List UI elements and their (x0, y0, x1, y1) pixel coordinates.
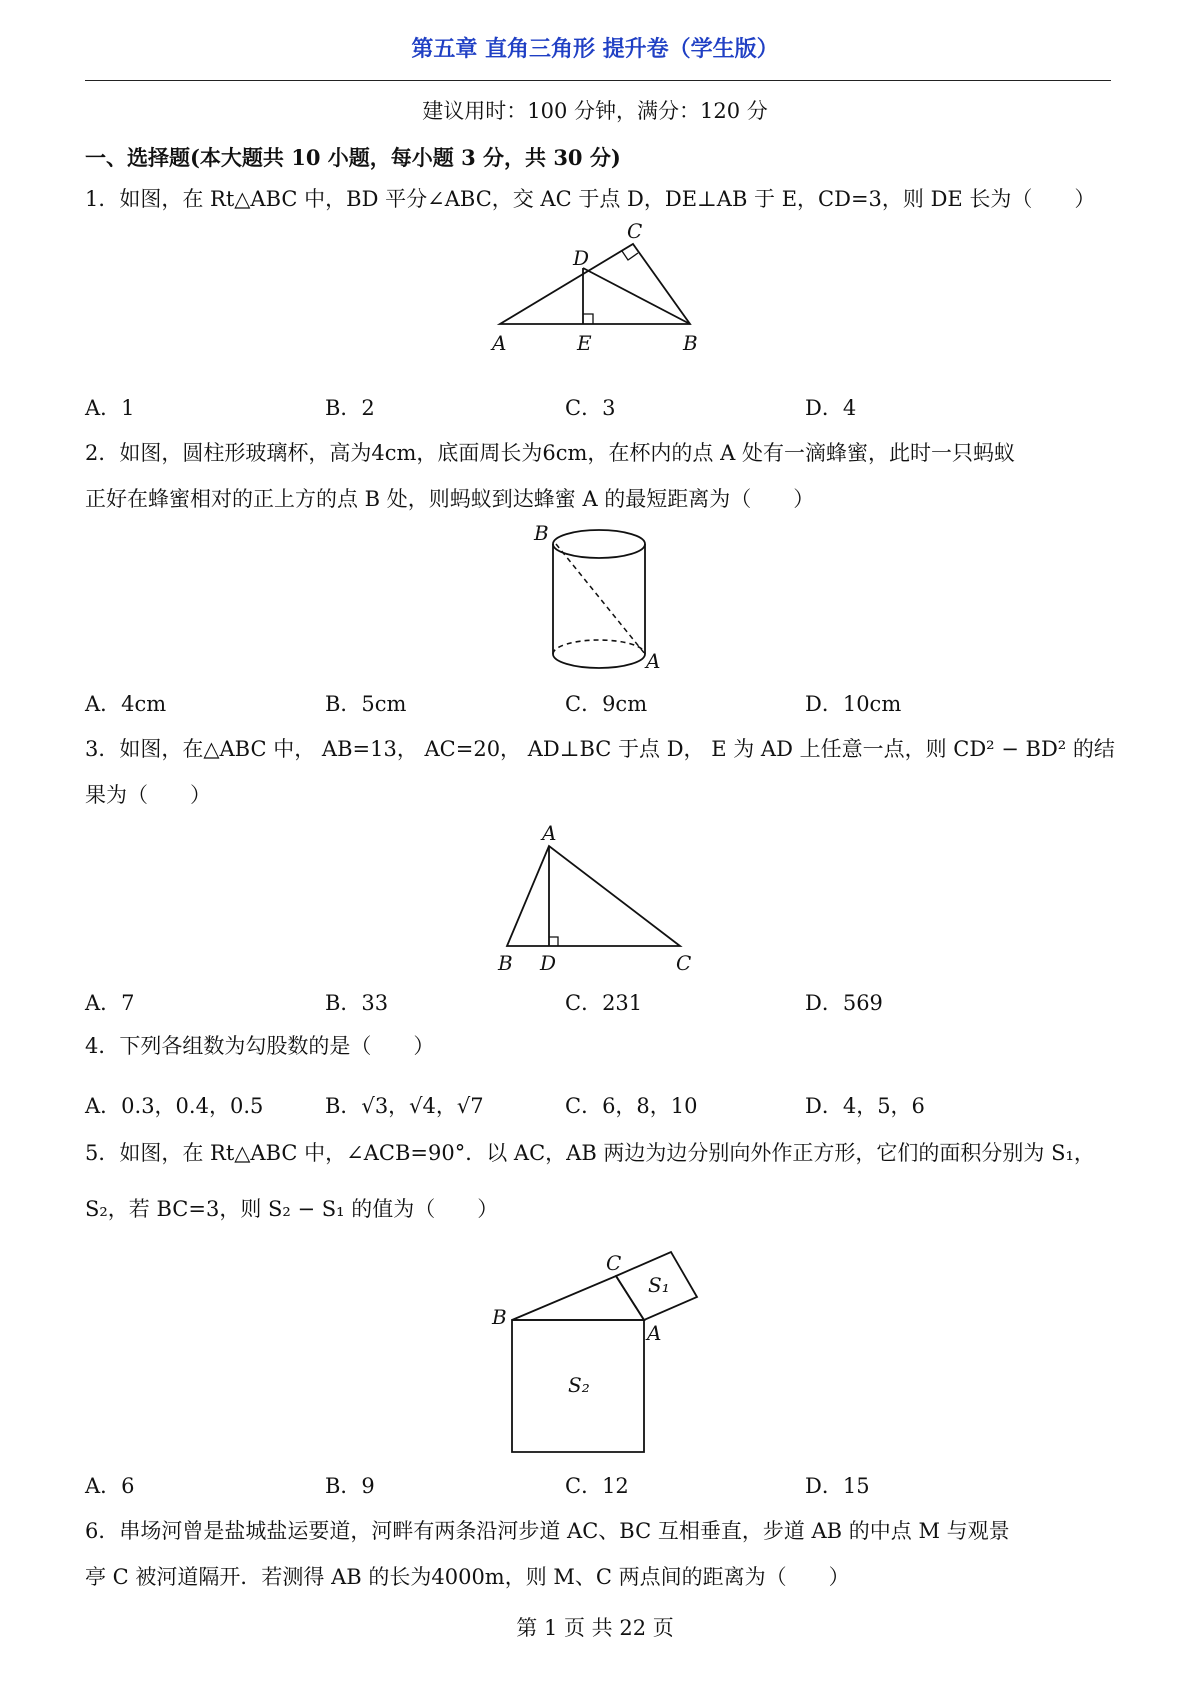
question-5-figure (480, 1240, 720, 1460)
right-angle-mark-e (583, 314, 593, 324)
section-heading: 一、选择题(本大题共 10 小题，每小题 3 分，共 30 分) (85, 145, 621, 170)
q3-option-c: C．231 (565, 991, 643, 1015)
q2-option-c: C．9cm (565, 692, 648, 716)
q2-option-d: D．10cm (805, 692, 902, 716)
question-1-text: 1．如图，在 Rt△ABC 中，BD 平分∠ABC，交 AC 于点 D，DE⊥AB 于 E，CD=3，则 DE 长为（ ） (85, 187, 1096, 211)
q5-option-b: B．9 (325, 1474, 375, 1498)
label-d: D (540, 951, 557, 975)
q5-option-d: D．15 (805, 1474, 870, 1498)
right-angle-mark-c (622, 251, 638, 260)
question-3-line-1: 3．如图，在△ABC 中， AB=13， AC=20， AD⊥BC 于点 D， E 为 AD 上任意一点，则 CD² − BD² 的结 (85, 737, 1115, 761)
cylinder-top (553, 530, 645, 558)
label-c: C (606, 1251, 622, 1275)
cylinder-bottom-front (553, 654, 645, 668)
page-title: 第五章 直角三角形 提升卷（学生版） (411, 37, 779, 62)
label-b: B (683, 331, 698, 355)
q1-option-b: B．2 (325, 396, 375, 420)
label-b: B (534, 521, 549, 545)
q3-option-a: A．7 (85, 991, 135, 1015)
label-a: A (542, 821, 557, 845)
label-a: A (646, 649, 661, 673)
question-5-line-1: 5．如图，在 Rt△ABC 中，∠ACB=90°．以 AC，AB 两边为边分别向外作正方形，它们的面积分别为 S₁， (85, 1141, 1095, 1165)
question-3-line-2: 果为（ ） (85, 783, 211, 807)
q5-option-c: C．12 (565, 1474, 629, 1498)
q5-option-a: A．6 (85, 1474, 135, 1498)
q1-option-d: D．4 (805, 396, 857, 420)
path-b-to-a (556, 544, 645, 654)
question-2-line-2: 正好在蜂蜜相对的正上方的点 B 处，则蚂蚁到达蜂蜜 A 的最短距离为（ ） (85, 487, 815, 511)
triangle-abc (500, 244, 690, 324)
cylinder-bottom-back (553, 640, 645, 654)
question-1-figure (450, 220, 720, 370)
header-divider (85, 80, 1111, 81)
question-6-line-1: 6．串场河曾是盐城盐运要道，河畔有两条沿河步道 AC、BC 互相垂直，步道 AB 的中点 M 与观景 (85, 1519, 1010, 1543)
q4-option-d: D．4，5，6 (805, 1094, 925, 1118)
question-4-text: 4．下列各组数为勾股数的是（ ） (85, 1034, 435, 1058)
question-5-line-2: S₂，若 BC=3，则 S₂ − S₁ 的值为（ ） (85, 1197, 499, 1221)
label-a: A (492, 331, 507, 355)
right-angle-mark-d (549, 937, 558, 946)
label-d: D (573, 246, 590, 270)
q2-option-a: A．4cm (85, 692, 167, 716)
triangle-abc (507, 846, 680, 946)
bisector-bd (583, 268, 690, 324)
q3-option-b: B．33 (325, 991, 389, 1015)
q4-option-a: A．0.3，0.4，0.5 (85, 1094, 264, 1118)
q1-option-c: C．3 (565, 396, 616, 420)
question-2-line-1: 2．如图，圆柱形玻璃杯，高为4cm，底面周长为6cm，在杯内的点 A 处有一滴蜂蜜，此时一只蚂蚁 (85, 441, 1015, 465)
question-2-figure (520, 520, 670, 680)
q1-option-a: A．1 (85, 396, 135, 420)
label-s1: S₁ (648, 1273, 670, 1297)
label-c: C (627, 220, 643, 243)
question-3-figure (490, 820, 710, 980)
label-c: C (676, 951, 692, 975)
page-number: 第 1 页 共 22 页 (516, 1616, 674, 1640)
label-e: E (577, 331, 592, 355)
label-a: A (647, 1321, 662, 1345)
triangle-abc (512, 1276, 644, 1320)
label-s2: S₂ (568, 1373, 590, 1397)
q3-option-d: D．569 (805, 991, 883, 1015)
question-6-line-2: 亭 C 被河道隔开．若测得 AB 的长为4000m，则 M、C 两点间的距离为（ ） (85, 1565, 850, 1589)
q4-option-b: B．√3，√4，√7 (325, 1094, 484, 1118)
exam-info: 建议用时：100 分钟，满分：120 分 (422, 99, 768, 123)
label-b: B (498, 951, 513, 975)
q4-option-c: C．6，8，10 (565, 1094, 698, 1118)
q2-option-b: B．5cm (325, 692, 407, 716)
label-b: B (492, 1305, 507, 1329)
